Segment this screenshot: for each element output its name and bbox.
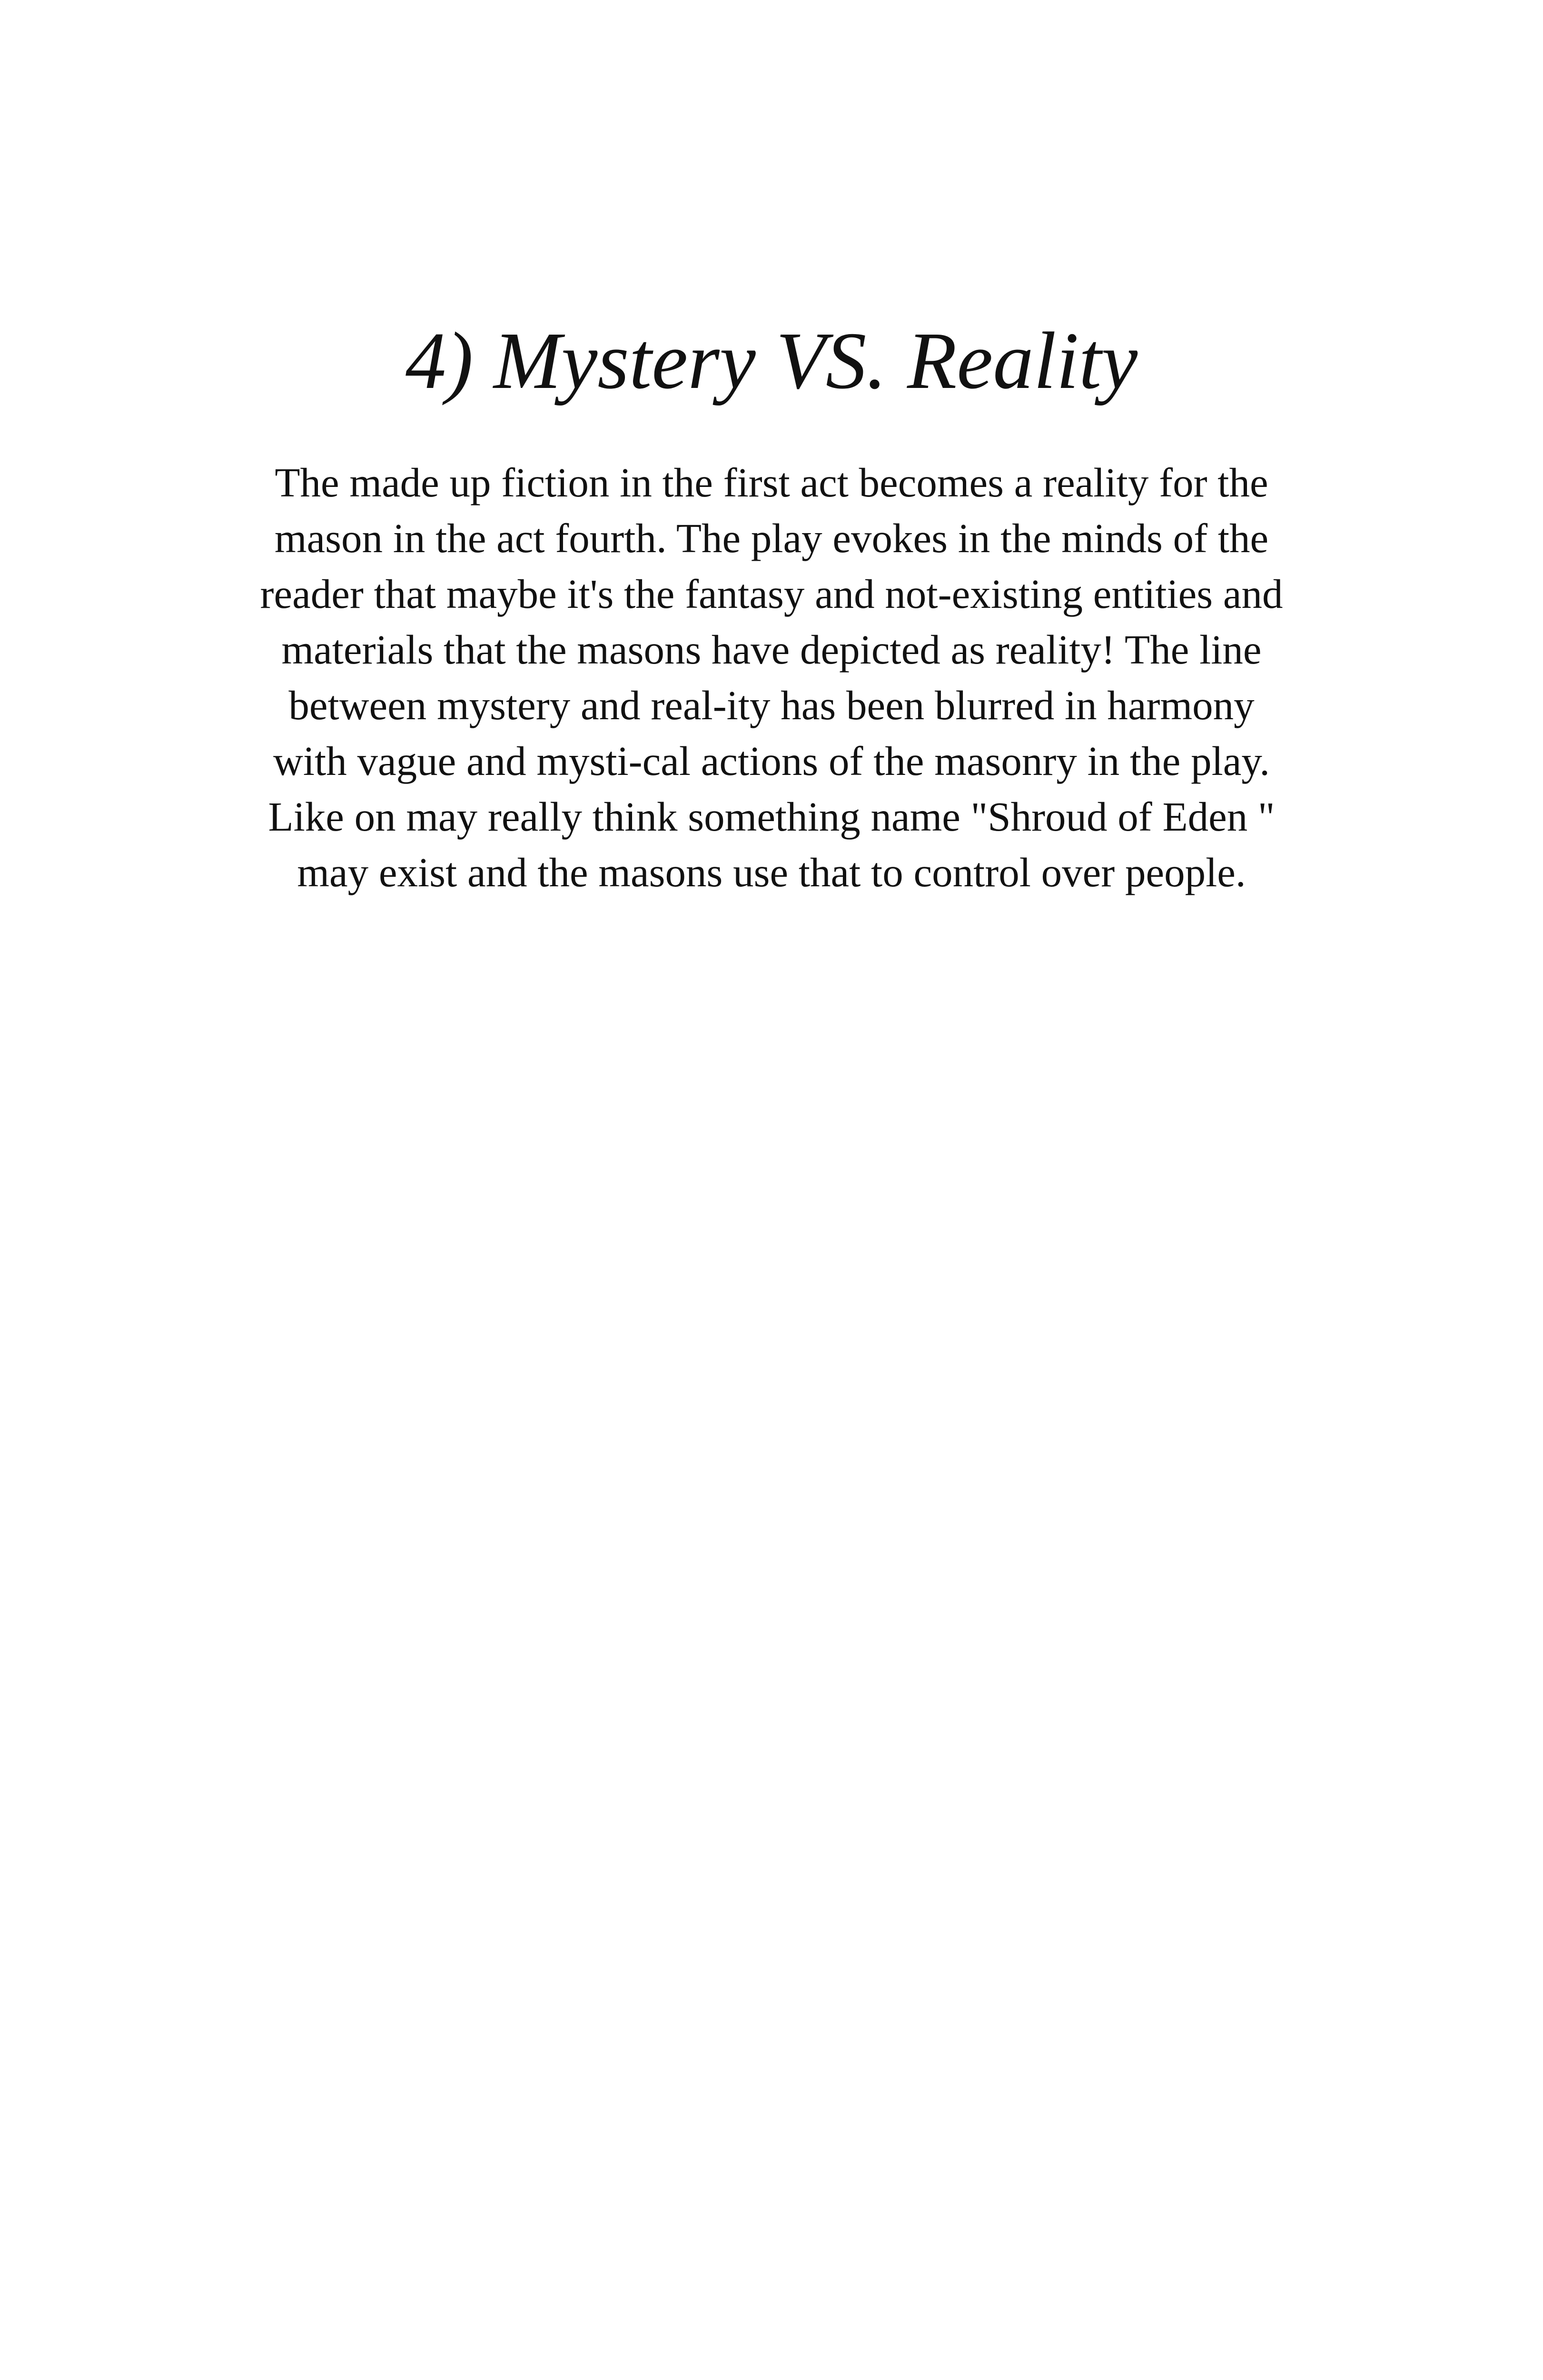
paragraph-line: materials that the masons have depicted as reality! The line — [281, 626, 1262, 673]
body-paragraph — [0, 455, 1543, 900]
paragraph-line: may exist and the masons use that to control over people. — [297, 849, 1246, 895]
paragraph-line: Like on may really think something name "Shroud of Eden " — [268, 793, 1275, 840]
paragraph-line: The made up fiction in the first act becomes a reality for the — [275, 459, 1268, 506]
paragraph-line: with vague and mysti-cal actions of the masonry in the play. — [273, 738, 1270, 784]
section-heading: 4) Mystery VS. Reality — [405, 316, 1138, 406]
paragraph-line: between mystery and real-ity has been blurred in harmony — [288, 682, 1255, 728]
paragraph-line: mason in the act fourth. The play evokes in the minds of the — [274, 515, 1269, 561]
paragraph-line: reader that maybe it's the fantasy and not-existing entities and — [260, 571, 1283, 617]
